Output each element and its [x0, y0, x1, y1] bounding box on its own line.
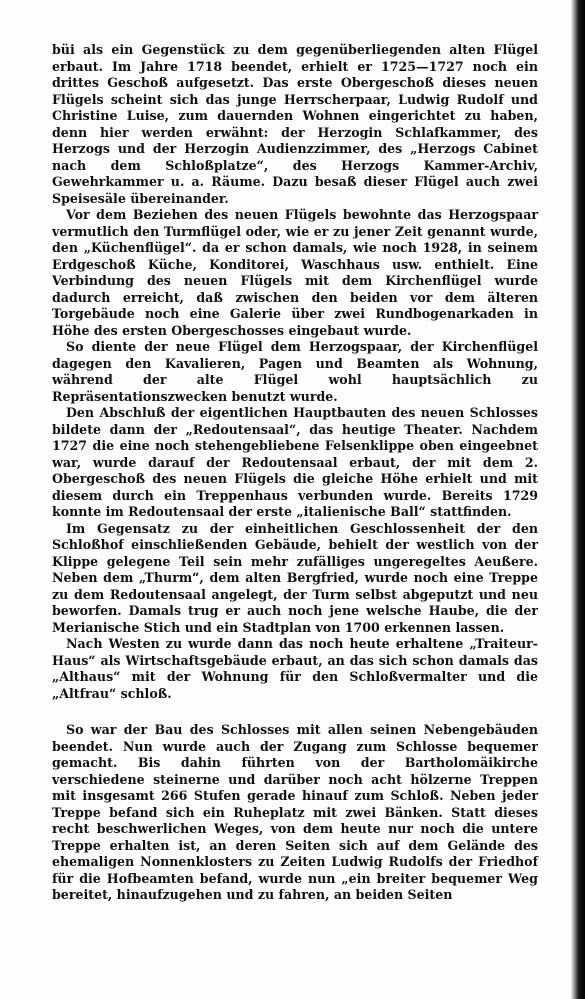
page-text: [52, 42, 538, 904]
paragraph-5: Im Gegensatz zu der einheitlichen Geschlossenheit der den Schloßhof einschließenden Gebäude, behielt der westlich von der Klippe gelegene Teil sein mehr zufälliges ungeregeltes Aeußere. Neben dem „Thurm“, dem alten Bergfried, wurde noch eine Treppe zu dem Redoutensaal angelegt, der Turm selbst abgeputzt und neu beworfen. Damals trug er auch noch jene welsche Haube, die der Merianische Stich und ein Stadtplan von 1700 erkennen lassen.: [52, 520, 538, 635]
paragraph-2: Vor dem Beziehen des neuen Flügels bewohnte das Herzogspaar vermutlich den Turmflügel oder, wie er zu jener Zeit genannt wurde, den „Küchenflügel“. da er schon damals, wie noch 1928, in seinem Erdgeschoß Küche, Konditorei, Waschhaus usw. enthielt. Eine Verbindung des neuen Flügels mit dem Kirchenflügel wurde dadurch erreicht, daß zwischen den beiden vor dem älteren Torgebäude noch eine Galerie über zwei Rundbogenarkaden in Höhe des ersten Obergeschosses eingebaut wurde.: [52, 207, 538, 338]
section-gap: [52, 702, 538, 722]
paragraph-1: büi als ein Gegenstück zu dem gegenüberliegenden alten Flügel erbaut. Im Jahre 1718 beendet, erhielt er 1725—1727 noch ein drittes Geschoß aufgesetzt. Das erste Obergeschoß dieses neuen Flügels scheint sich das junge Herrscherpaar, Ludwig Rudolf und Christine Luise, zum dauernden Wohnen eingerichtet zu haben, denn hier werden erwähnt: der Herzogin Schlafkammer, des Herzogs und der Herzogin Audienzzimmer, des „Herzogs Cabinet nach dem Schloßplatze“, des Herzogs Kammer-Archiv, Gewehrkammer u. a. Räume. Dazu besaß dieser Flügel auch zwei Speisesäle übereinander.: [52, 42, 538, 206]
paragraph-7: So war der Bau des Schlosses mit allen seinen Nebengebäuden beendet. Nun wurde auch der Zugang zum Schlosse bequemer gemacht. Bis dahin führten von der Bartholomäikirche verschiedene steinerne und darüber noch acht hölzerne Treppen mit insgesamt 266 Stufen gerade hinauf zum Schloß. Neben jeder Treppe befand sich ein Ruheplatz mit zwei Bänken. Statt dieses recht beschwerlichen Weges, von dem heute nur noch die untere Treppe erhalten ist, an deren Seiten sich auf dem Gelände des ehemaligen Nonnenklosters zu Zeiten Ludwig Rudolfs der Friedhof für die Hofbeamten befand, wurde nun „ein breiter bequemer Weg bereitet, hinaufzugehen und zu fahren, an beiden Seiten: [52, 722, 538, 902]
paragraph-4: Den Abschluß der eigentlichen Hauptbauten des neuen Schlosses bildete dann der „Redoutensaal“, das heutige Theater. Nachdem 1727 die eine noch stehengebliebene Felsenklippe oben eingeebnet war, wurde darauf der Redoutensaal erbaut, der mit dem 2. Obergeschoß des neuen Flügels die gleiche Höhe erhielt und mit diesem durch ein Treppenhaus verbunden wurde. Bereits 1729 konnte im Redoutensaal der erste „italienische Ball“ stattfinden.: [52, 405, 538, 519]
paragraph-3: So diente der neue Flügel dem Herzogspaar, der Kirchenflügel dagegen den Kavalieren, Pagen und Beamten als Wohnung, während der alte Flügel wohl hauptsächlich zu Repräsentationszwecken benutzt wurde.: [52, 339, 538, 404]
page-edge-shadow: [571, 0, 585, 999]
paragraph-6: Nach Westen zu wurde dann das noch heute erhaltene „Traiteur-Haus“ als Wirtschaftsgebäude erbaut, an das sich schon damals das „Althaus“ mit der Wohnung für den Schloßvermalter und die „Altfrau“ schloß.: [52, 636, 538, 701]
